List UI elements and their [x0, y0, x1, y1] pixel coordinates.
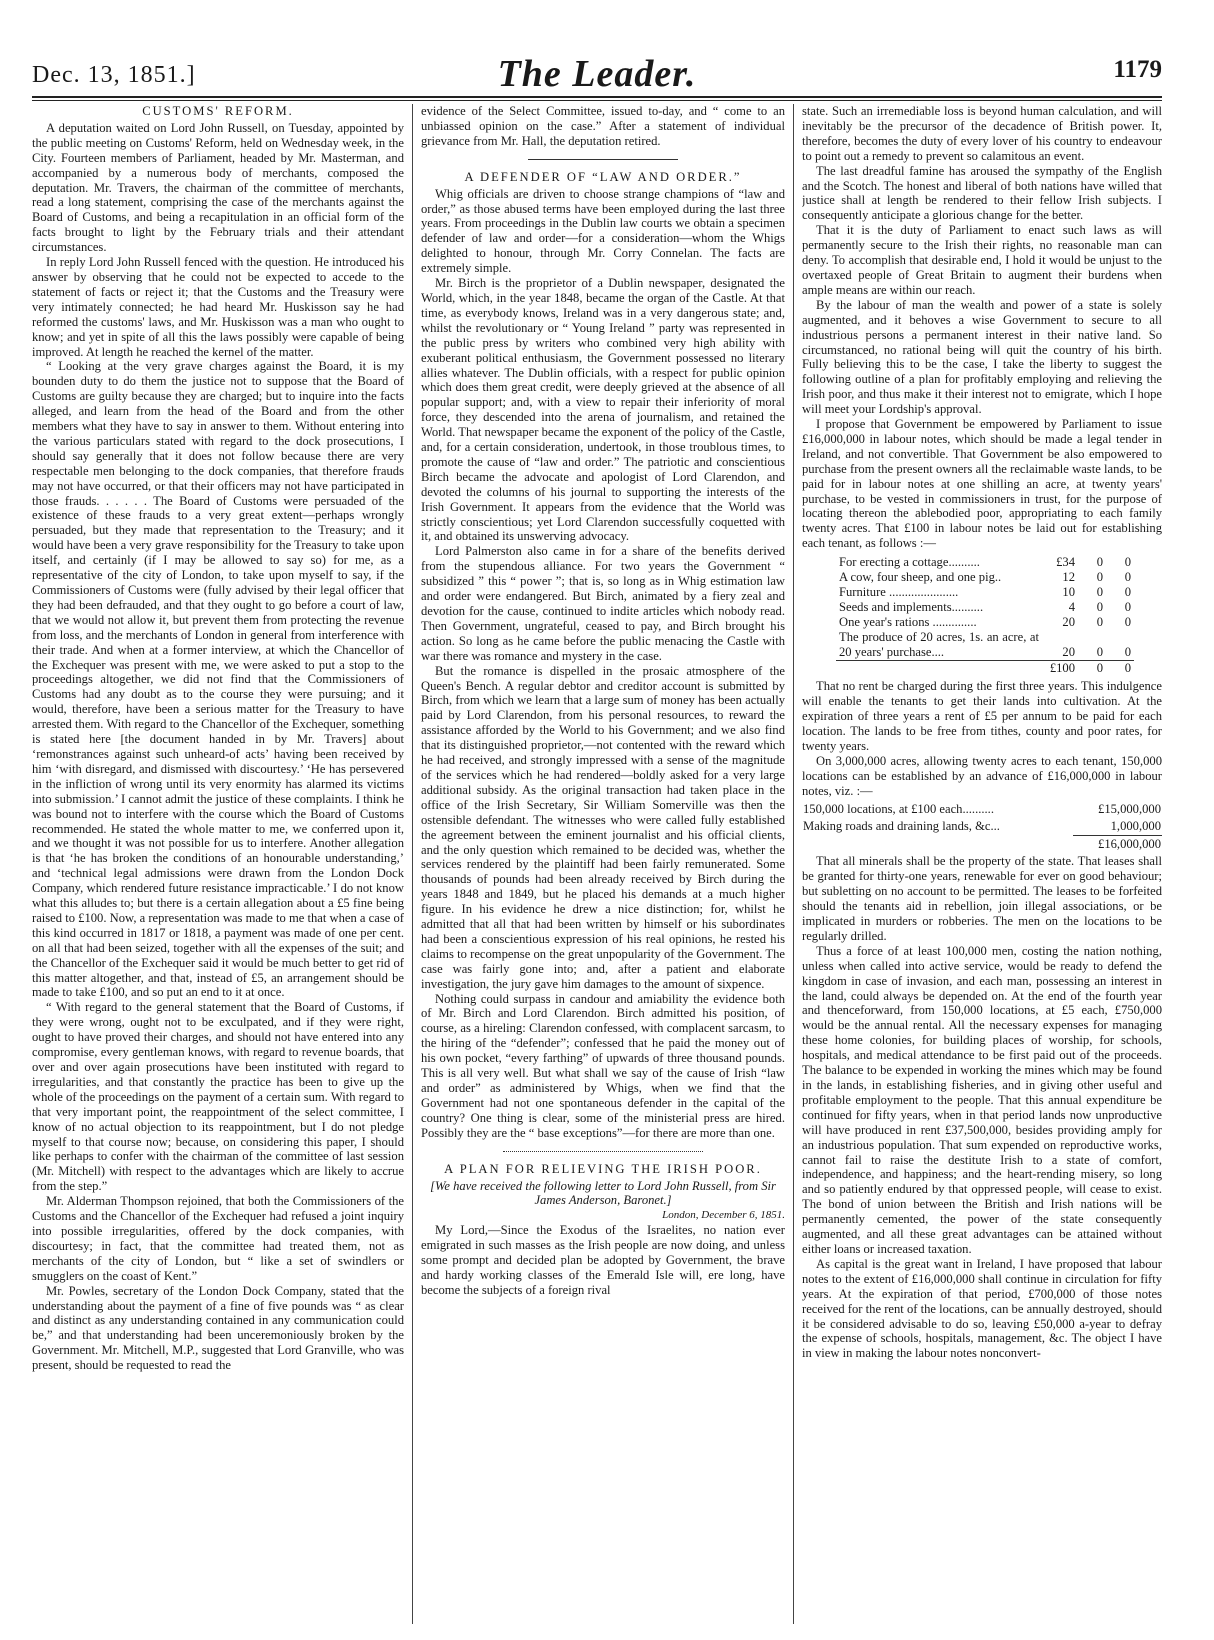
paragraph: On 3,000,000 acres, allowing twenty acres to each tenant, 150,000 locations can be established by an advance of £16,000,000 in labour notes, viz. :—: [802, 753, 1162, 798]
table-row: Furniture ...................... 10 0 0: [839, 585, 1131, 599]
paragraph: As capital is the great want in Ireland, I have proposed that labour notes to the extent of £16,000,000 shall continue in circulation for fifty years. At the expiration of that period, £700,000 of those notes received for the rent of the locations, can be annually destroyed, should it be considered advisable to do so, leaving £50,000 a-year to defray the expense of schools, hospitals, management, &c. The object I have in view in making the labour notes nonconvert-: [802, 1256, 1162, 1361]
paragraph: state. Such an irremediable loss is beyond human calculation, and will inevitably be the precursor of the decadence of British power. It, therefore, becomes the duty of every lover of his country to endeavour to point out a remedy to prevent so calamitous an event.: [802, 104, 1162, 163]
tenant-cost-table: [836, 555, 1134, 675]
paragraph: Lord Palmerston also came in for a share of the benefits derived from the stupendous alliance. For two years the Government “ subsidized ” this “ power ”; that is, so long as in Whig estimation law and order were endangered. But Birch, animated by a fiery zeal and devotion for the cause, continued to indite articles which nobody read. Then Government, ungrateful, ceased to pay, and Birch brought his action. So long as he came before the public menacing the Castle with war there was romance and mystery in the case.: [421, 544, 785, 663]
table-row: 150,000 locations, at £100 each.......... £15,000,000: [803, 801, 1161, 816]
paragraph: Mr. Powles, secretary of the London Dock Company, stated that the understanding about the payment of a fine of five pounds was “ as clear and distinct as any understanding contained in any communication could be,” and that understanding had been unceremoniously broken by the Government. Mr. Mitchell, M.P., suggested that Lord Granville, who was present, should be requested to read the: [32, 1283, 404, 1373]
advance-table: [802, 801, 1162, 853]
column-divider: [412, 104, 413, 1624]
section-rule: [503, 1151, 703, 1152]
page-number: 1179: [1113, 56, 1162, 83]
column-divider: [793, 104, 794, 1624]
paragraph: evidence of the Select Committee, issued to-day, and “ come to an unbiassed opinion on the case.” After a statement of individual grievance from Mr. Hall, the deputation retired.: [421, 104, 785, 148]
column-2: [421, 104, 785, 1624]
article-heading-defender: A DEFENDER OF “LAW AND ORDER.”: [464, 169, 742, 184]
paragraph: “ Looking at the very grave charges against the Board, it is my bounden duty to do them the justice not to suppose that the Board of Customs are guilty because they are charged; but to inquire into the facts alleged, and learn from the head of the Board and from the other members what they have to say in answer to them. Without entering into the various particulars stated with regard to the dock prosecutions, I should say generally that it does not follow because there are very respectable men belonging to the dock companies, that therefore frauds may not have occurred, or that their officers may not have participated in those frauds. . . . . . The Board of Customs were persuaded of the existence of these frauds to a very great extent—perhaps wrongly persuaded, but they made that representation to the Treasury; and it would have been a very grave responsibility for the Treasury to take upon itself, and certainly (if I may be allowed to say so) for me, as a representative of the city of London, to take upon myself to say, if the Commissioners of Customs were (fully advised by their legal officer that they had been defrauded, and that they ought to go before a court of law, that we would not allow it, but prevent them from protecting the revenue from loss, and the merchants of London in general from interference with their trade. And when at a former interview, at which the Chancellor of the Exchequer was present with me, we were asked to put a stop to the proceedings altogether, we did not find that the Commissioners of Customs had any doubt as to the course they were pursuing; and it would, therefore, have been a serious matter for the Treasury to have arrested them. With regard to the Chancellor of the Exchequer, something is stated here [the document handed in by Mr. Travers] about ‘remonstrances against such unheard-of acts’ having been received by him ‘with disregard, and dismissed with discourtesy.’ ‘He has persevered in the infliction of wrong until its very enormity has alarmed its victims into submission.’ I cannot admit the justice of these complaints. I think he was bound not to interfere with the course which the Board of Customs recommended. He stated the whole matter to me, we conferred upon it, and we thought it was not possible for us to interfere. Another allegation is that ‘he has broken the conditions of an honourable understanding,’ and ‘technical legal admissions were drawn from the London Dock Company, which rendered future resistance impracticable.’ I do not know what this alludes to; but there is a certain allegation about a £5 fine being raised to £100. Now, a representation was made to me that when a case of this kind occurred in 1817 or 1818, a payment was made of one per cent. on all that had been seized, together with all the expenses of the suit; and the Chancellor of the Exchequer said it would be much better to get rid of this matter altogether, and that, instead of £5, an arrangement should be made to take £100, and so put an end to it at once.: [32, 359, 404, 1000]
masthead: [32, 48, 1162, 95]
paragraph: The last dreadful famine has aroused the sympathy of the English and the Scotch. The honest and liberal of both nations have willed that justice shall at length be rendered to their fellow Irish subjects. I consequently anticipate a glorious change for the better.: [802, 163, 1162, 223]
paragraph: Mr. Alderman Thompson rejoined, that both the Commissioners of the Customs and the Chancellor of the Exchequer had refused a joint inquiry into possible irregularities, offered by the dock companies, with discourtesy; in fact, that the committee had treated them, not as merchants of the city of London, but “ like a set of swindlers or smugglers on the coast of Kent.”: [32, 1194, 404, 1283]
article-heading-customs-reform: CUSTOMS' REFORM.: [142, 104, 294, 118]
paragraph: Mr. Birch is the proprietor of a Dublin newspaper, designated the World, which, in the year 1848, became the organ of the Castle. At that time, as everybody knows, Ireland was in a very dangerous state; and, whilst the revolutionary or “ Young Ireland ” party was represented in the public press by writers who combined very high ability with exuberant political enthusiasm, the Government possessed no literary allies whatever. The Dublin officials, with a respect for public opinion which does them great credit, were deeply grieved at the absence of all popular support; and, with a view to repair their inferiority of moral force, they descended into the arena of journalism, and retained the World. That newspaper became the exponent of the policy of the Castle, and, for a certain consideration, undertook, in those troublous times, to promote the cause of “law and order.” The patriotic and conscientious Birch became the advocate and apologist of Lord Clarendon, and devoted the columns of his journal to supporting the interests of the Irish Government. It appears from the evidence that the World was strictly conscientious; yet Lord Clarendon successfully coquetted with it, and obtained its unswerving advocacy.: [421, 276, 785, 544]
paragraph: A deputation waited on Lord John Russell, on Tuesday, appointed by the public meeting on Customs' Reform, held on Wednesday week, in the City. Fourteen members of Parliament, headed by Mr. Masterman, and accompanied by a numerous body of merchants, composed the deputation. Mr. Travers, the chairman of the committee of merchants, read a long statement, comprising the case of the merchants against the Board of Customs, and being a recapitulation in an official form of the facts brought to light by the February trials and their attendant circumstances.: [32, 120, 404, 255]
newspaper-title: The Leader.: [497, 53, 697, 95]
section-rule: [528, 159, 678, 160]
dateline: London, December 6, 1851.: [662, 1209, 785, 1222]
paragraph: By the labour of man the wealth and power of a state is solely augmented, and it behoves a wise Government to secure to all industrious persons a permanent interest in their native land. So circumstanced, no rational being will quit the country of his birth. Fully believing this to be the case, I take the liberty to suggest the following outline of a plan for profitably employing and relieving the Irish poor, and thus make it their interest not to emigrate, which I hope will meet your Lordship's approval.: [802, 297, 1162, 417]
column-1: [32, 104, 404, 1624]
paragraph: I propose that Government be empowered by Parliament to issue £16,000,000 in labour notes, which should be made a legal tender in Ireland, and not convertible. That Government be also empowered to purchase from the present owners all the reclaimable waste lands, to be paid for in labour notes at one shilling an acre, at twenty years' purchase, to be vested in commissioners in trust, for the purpose of locating thereon the ablebodied poor, appropriating to each family twenty acres. That £100 in labour notes be laid out for establishing each tenant, as follows :—: [802, 417, 1162, 551]
paragraph: That it is the duty of Parliament to enact such laws as will permanently secure to the Irish their rights, no reasonable man can deny. To accomplish that desirable end, I hold it would be unjust to the overtaxed people of Great Britain to augment their burdens when ample means are within our reach.: [802, 223, 1162, 297]
paragraph: That no rent be charged during the first three years. This indulgence will enable the tenants to get their lands into cultivation. At the expiration of three years a rent of £5 per annum to be paid for each location. The lands to be free from tithes, county and poor rates, for twenty years.: [802, 679, 1162, 754]
table-total-row: £100 0 0: [836, 660, 1134, 675]
table-row: A cow, four sheep, and one pig.. 12 0 0: [839, 570, 1131, 585]
table-row: One year's rations .............. 20 0 0: [839, 614, 1131, 629]
paragraph: But the romance is dispelled in the prosaic atmosphere of the Queen's Bench. A regular debtor and creditor account is submitted by Birch, from which we learn that a large sum of money has been actually paid by Lord Clarendon, from his personal resources, to reward the assistance afforded by the World to his Government; and we also find that its distinguished proprietor,—not contented with the reward which he had received, and strongly impressed with a sense of the magnitude of the services which he had rendered—boldly asked for a very large additional subsidy. As the original transaction had taken place in the office of the Irish Secretary, Sir William Somerville was then the ostensible defendant. The witnesses who were called fully established the agreement between the eminent journalist and his official clients, and the only question which remained to be decided was, whether the services rendered by the plaintiff had been fairly remunerated. Some thousands of pounds had been already received by Birch during the years 1848 and 1849, but he placed his demands at a much higher figure. In his evidence he drew a nice distinction; for, whilst he admitted that all that had been written by himself or his subordinates had been a conscientious expression of his real opinions, he rested his claims to recompense on the great unpopularity of the Government. The case was fairly gone into; and, after a patient and elaborate investigation, the jury gave him damages to the amount of sixpence.: [421, 663, 785, 991]
editor-note: [We have received the following letter to Lord John Russell, from Sir James Anderson, Baronet.]: [430, 1178, 776, 1208]
paragraph: Nothing could surpass in candour and amiability the evidence both of Mr. Birch and Lord Clarendon. Birch admitted his position, of course, as a hireling: Clarendon confessed, with complacent sarcasm, to the hiring of the “defender”; confessed that he paid the money out of his own pocket, “every farthing” of upwards of three thousand pounds. This is all very well. But what shall we say of the cause of Irish “law and order” as administered by Whigs, when we find that the Government had not one spontaneous defender in the capital of the country? One thing is clear, some of the ministerial press are hired. Possibly they are the “ base exceptions”—for there are more than one.: [421, 991, 785, 1140]
paragraph: “ With regard to the general statement that the Board of Customs, if they were wrong, ought not to be exculpated, and if they were right, ought to have proved their charges, and should not have entered into any compromise, every gentleman knows, with regard to revenue boards, that over and over again prosecutions have been instituted with regard to irregularities, and that constantly the practice has been to give up the whole of the proceedings on the payment of a certain sum. With regard to that very important point, the reappointment of the select committee, I know of no actual objection to its reappointment, but I do not pledge myself to that course now; because, on considering this paper, I should like perhaps to confer with the chairman of the committee of last session (Mr. Mitchell) with respect to the advantages which are likely to accrue from the step.”: [32, 1000, 404, 1194]
table-row: Seeds and implements.......... 4 0 0: [839, 599, 1131, 614]
column-3: [802, 104, 1162, 1624]
table-row: Making roads and draining lands, &c... 1,000,000: [803, 818, 1161, 833]
header-rule: [32, 96, 1162, 101]
article-heading-irish-poor: A PLAN FOR RELIEVING THE IRISH POOR.: [444, 1161, 762, 1176]
paragraph: In reply Lord John Russell fenced with the question. He introduced his answer by observing that he could not be expected to accede to the statement of facts or reject it; that the Customs and the Treasury were very intimately connected; he had heard Mr. Huskisson say he had reformed the customs' laws, and Mr. Huskisson was a man who ought to know; and yet in spite of all this the laws possibly were capable of being improved. At length he reached the kernel of the matter.: [32, 255, 404, 359]
table-total-row: £16,000,000: [802, 835, 1162, 852]
issue-date: Dec. 13, 1851.]: [32, 62, 196, 88]
table-row: The produce of 20 acres, 1s. an acre, at 20 years' purchase.... 20 0 0: [839, 629, 1131, 659]
paragraph: Whig officials are driven to choose strange champions of “law and order,” as those abused terms have been employed during the last three years. From proceedings in the Dublin law courts we obtain a specimen defender of law and order—for a consideration—whom the Whigs delighted to honour, through Mr. Corry Connelan. The facts are extremely simple.: [421, 186, 785, 276]
paragraph: That all minerals shall be the property of the state. That leases shall be granted for thirty-one years, renewable for ever on good behaviour; but subletting on no account to be permitted. The leases to be forfeited should the tenants aid in rebellion, join illegal associations, or be implicated in murders or robberies. The men on the locations to be regularly drilled.: [802, 854, 1162, 943]
table-row: For erecting a cottage.......... £34 0 0: [839, 555, 1131, 570]
paragraph: My Lord,—Since the Exodus of the Israelites, no nation ever emigrated in such masses as the Irish people are now doing, and unless some prompt and decided plan be adopted by Government, the brave and hardy working classes of the Emerald Isle will, ere long, have become the subjects of a foreign rival: [421, 1223, 785, 1297]
paragraph: Thus a force of at least 100,000 men, costing the nation nothing, unless when called into active service, would be ready to defend the kingdom in case of invasion, and each man, possessing an interest in the land, could always be depended on. At the end of the fourth year and thenceforward, from 150,000 locations, at £5 each, £750,000 would be the annual rental. All the necessary expenses for managing these home colonies, for building places of worship, for schools, hospitals, and medical attendance to be first paid out of the proceeds. The balance to be expended in working the mines which may be found in the lands, in establishing fisheries, and in giving other useful and profitable employment to the people. That this annual expenditure be continued for fifty years, when in that period lands now unproductive will have produced in rent £37,500,000, besides providing amply for an industrious population. That sum expended on reproductive works, cannot fail to raise the destitute Irish to a state of comfort, independence, and happiness; and the heart-rending misery, so long and so patiently endured by that oppressed people, will cease to exist. The bond of union between the British and Irish nations will be permanently cemented, the power of the state consequently augmented, and all these great advantages can be attained without either loans or increased taxation.: [802, 943, 1162, 1256]
